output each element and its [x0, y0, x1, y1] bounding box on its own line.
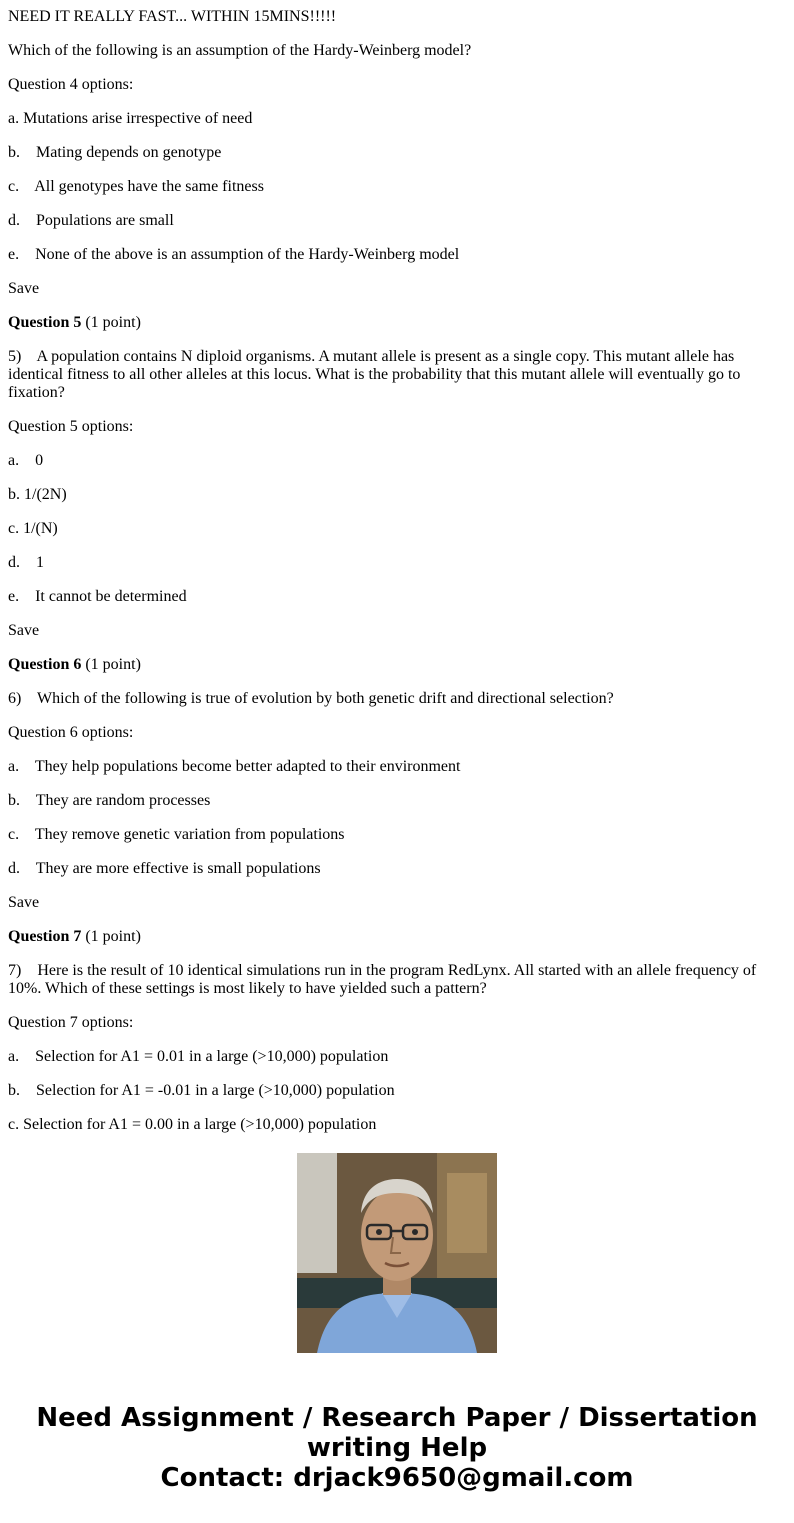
document-line: Question 7 options:	[8, 1014, 134, 1031]
document-line: Question 5 options:	[8, 418, 134, 435]
document-line: Question 4 options:	[8, 76, 134, 93]
author-avatar	[297, 1153, 497, 1353]
question-number: Question 7	[8, 928, 82, 945]
document-line: b. They are random processes	[8, 792, 211, 809]
save-text: Save	[8, 894, 40, 911]
document-line: d. Populations are small	[8, 212, 174, 229]
document-line: a. Selection for A1 = 0.01 in a large (>10,000) population	[8, 1048, 389, 1065]
question-points: (1 point)	[81, 656, 141, 673]
save-text: Save	[8, 280, 40, 297]
document-line: b. Mating depends on genotype	[8, 144, 222, 161]
document-line: b. 1/(2N)	[8, 486, 67, 503]
document-line: b. Selection for A1 = -0.01 in a large (>10,000) population	[8, 1082, 395, 1099]
document-line: c. 1/(N)	[8, 520, 58, 537]
question-heading	[8, 314, 778, 332]
question-points: (1 point)	[81, 314, 141, 331]
document-line: a. They help populations become better adapted to their environment	[8, 758, 461, 775]
question-heading	[8, 656, 778, 674]
document-line: 6) Which of the following is true of evolution by both genetic drift and directional selection?	[8, 690, 614, 707]
question-document	[8, 0, 778, 1133]
document-line: c. All genotypes have the same fitness	[8, 178, 264, 195]
document-line: c. They remove genetic variation from populations	[8, 826, 345, 843]
promo-line-1: Need Assignment / Research Paper / Dissertation	[36, 1403, 758, 1433]
avatar-portrait	[297, 1153, 497, 1353]
save-text: Save	[8, 622, 40, 639]
document-line: 5) A population contains N diploid organisms. A mutant allele is present as a single copy. This mutant allele has identical fitness to all other alleles at this locus. What is the probability that this mutant allele will eventually go to fixation?	[8, 348, 745, 401]
question-number: Question 6	[8, 656, 82, 673]
document-line: e. It cannot be determined	[8, 588, 187, 605]
question-number: Question 5	[8, 314, 82, 331]
question-points: (1 point)	[81, 928, 141, 945]
question-heading	[8, 928, 778, 946]
document-line: Which of the following is an assumption of the Hardy-Weinberg model?	[8, 42, 472, 59]
document-line: NEED IT REALLY FAST... WITHIN 15MINS!!!!!	[8, 8, 337, 25]
document-line: a. Mutations arise irrespective of need	[8, 110, 253, 127]
document-line: d. They are more effective is small populations	[8, 860, 321, 877]
document-line: 7) Here is the result of 10 identical simulations run in the program RedLynx. All started with an allele frequency of 10%. Which of these settings is most likely to have yielded such a pattern?	[8, 962, 761, 997]
document-line: a. 0	[8, 452, 44, 469]
document-line: c. Selection for A1 = 0.00 in a large (>10,000) population	[8, 1116, 377, 1133]
promo-contact: Contact: drjack9650@gmail.com	[160, 1463, 634, 1493]
document-line: Question 6 options:	[8, 724, 134, 741]
document-line: d. 1	[8, 554, 44, 571]
document-line: e. None of the above is an assumption of the Hardy-Weinberg model	[8, 246, 460, 263]
promo-line-2: writing Help	[306, 1433, 488, 1463]
promo-banner	[0, 1403, 794, 1493]
